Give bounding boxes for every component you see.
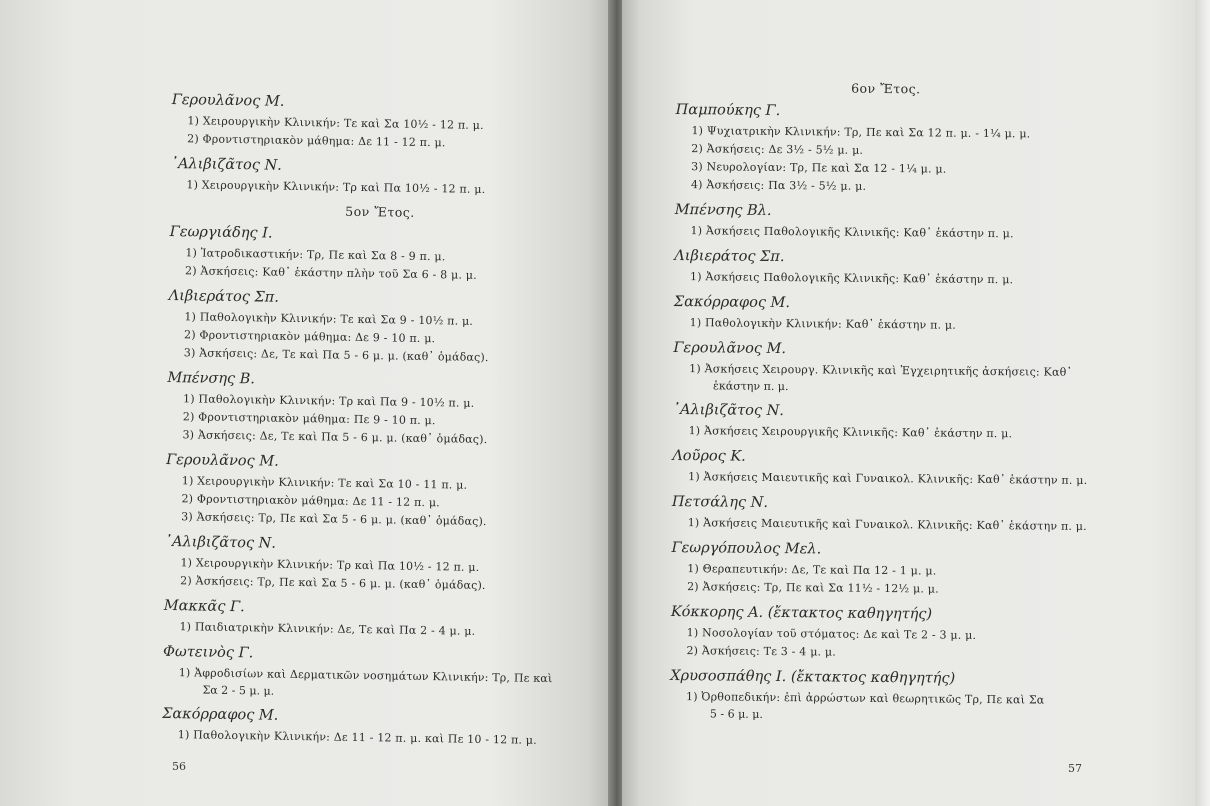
schedule-line: 1) Χειρουργικὴν Κλινικήν: Τρ καὶ Πα 10½ - 12 π. μ. bbox=[186, 178, 486, 196]
professor-name: Γεωργόπουλος Μελ. bbox=[671, 539, 822, 558]
professor-entry bbox=[170, 154, 591, 201]
professor-name: Λιβιεράτος Σπ. bbox=[674, 247, 785, 266]
schedule-line: 1) Χειρουργικὴν Κλινικήν: Τρ καὶ Πα 10½ - 12 π. μ. bbox=[180, 556, 480, 574]
schedule-line: 1) Νοσολογίαν τοῦ στόματος: Δε καὶ Τε 2 - 3 μ. μ. bbox=[686, 626, 977, 642]
professor-entry bbox=[673, 338, 1094, 398]
schedule-line: 1) Ἀφροδισίων καὶ Δερματικῶν νοσημάτων Κλινικήν: Τρ, Πε καὶ bbox=[178, 666, 553, 686]
schedule-line: 3) Ἀσκήσεις: Τρ, Πε καὶ Σα 5 - 6 μ. μ. (καθ᾽ ὁμάδας). bbox=[181, 510, 487, 528]
schedule-line: 1) Παθολογικὴν Κλινικήν: Τε καὶ Σα 9 - 10½ π. μ. bbox=[184, 310, 474, 328]
schedule-line: 1) Ἀσκήσεις Παθολογικῆς Κλινικῆς: Καθ᾽ ἑκάστην π. μ. bbox=[690, 224, 1014, 241]
schedule-line: 2) Ἀσκήσεις: Τρ, Πε καὶ Σα 5 - 6 μ. μ. (καθ᾽ ὁμάδας). bbox=[180, 574, 486, 592]
schedule-line: 1) Ἀσκήσεις Παθολογικῆς Κλινικῆς: Καθ᾽ ἑκάστην π. μ. bbox=[690, 270, 1014, 287]
professor-name: Κόκκορης Α. (ἔκτακτος καθηγητής) bbox=[670, 603, 933, 623]
professor-name: Σακόρραφος Μ. bbox=[673, 293, 791, 312]
professor-name: Μακκᾶς Γ. bbox=[163, 597, 245, 616]
schedule-line: 1) Παθολογικὴν Κλινικήν: Καθ᾽ ἑκάστην π. μ. bbox=[689, 316, 957, 332]
professor-name: Γερουλᾶνος Μ. bbox=[673, 339, 787, 358]
page-number-left: 56 bbox=[172, 760, 186, 773]
schedule-line-continuation: Σα 2 - 5 μ. μ. bbox=[202, 683, 275, 698]
professor-entry bbox=[168, 286, 589, 369]
schedule-line: 3) Ἀσκήσεις: Δε, Τε καὶ Πα 5 - 6 μ. μ. (καθ᾽ ὁμάδας). bbox=[183, 346, 489, 365]
professor-name: ᾿Αλιβιζᾶτος Ν. bbox=[164, 533, 277, 552]
professor-name: ᾿Αλιβιζᾶτος Ν. bbox=[170, 155, 282, 174]
professor-name: Πετσάλης Ν. bbox=[671, 493, 769, 511]
schedule-line-continuation: 5 - 6 μ. μ. bbox=[709, 707, 763, 721]
schedule-line: 2) Ἀσκήσεις: Δε 3½ - 5½ μ. μ. bbox=[691, 142, 864, 157]
year-heading-6: 6ον Ἔτος. bbox=[851, 80, 921, 97]
schedule-line-continuation: ἑκάστην π. μ. bbox=[712, 379, 789, 394]
right-block-year6 bbox=[670, 100, 1096, 726]
schedule-line: 2) Ἀσκήσεις: Τε 3 - 4 μ. μ. bbox=[686, 644, 837, 659]
professor-entry bbox=[165, 450, 586, 533]
left-page-content bbox=[162, 86, 592, 757]
professor-entry bbox=[672, 492, 1092, 536]
professor-entry bbox=[672, 446, 1092, 490]
schedule-line: 2) Φροντιστηριακὸν μάθημα: Δε 11 - 12 π. μ. bbox=[187, 132, 446, 150]
schedule-line: 1) Χειρουργικὴν Κλινικήν: Τε καὶ Σα 10½ - 12 π. μ. bbox=[187, 114, 484, 132]
professor-entry bbox=[162, 704, 583, 751]
professor-name: Μπένσης Β. bbox=[167, 369, 256, 388]
professor-entry bbox=[674, 246, 1094, 290]
next-page-edge bbox=[1195, 0, 1210, 806]
professor-entry bbox=[163, 596, 584, 643]
professor-entry bbox=[674, 200, 1094, 244]
professor-name: Λοῦρος Κ. bbox=[672, 447, 746, 465]
professor-entry bbox=[670, 602, 1091, 664]
professor-entry bbox=[671, 538, 1092, 600]
schedule-line: 2) Φροντιστηριακὸν μάθημα: Δε 9 - 10 π. μ. bbox=[183, 328, 436, 346]
professor-entry bbox=[670, 666, 1091, 726]
professor-name: Σακόρραφος Μ. bbox=[162, 705, 279, 724]
professor-name: Γερουλᾶνος Μ. bbox=[165, 451, 279, 470]
professor-name: Γεωργιάδης Ι. bbox=[169, 223, 273, 242]
professor-name: Λιβιεράτος Σπ. bbox=[168, 287, 280, 306]
professor-name: Μπένσης Βλ. bbox=[674, 201, 772, 219]
right-page bbox=[622, 0, 1210, 806]
left-block-year5 bbox=[162, 222, 590, 751]
professor-entry bbox=[162, 642, 583, 705]
professor-entry bbox=[171, 90, 592, 155]
schedule-line: 1) Παθολογικὴν Κλινικήν: Τρ καὶ Πα 9 - 10½ π. μ. bbox=[182, 392, 475, 410]
schedule-line: 1) Παιδιατρικὴν Κλινικήν: Δε, Τε καὶ Πα 2 - 4 μ. μ. bbox=[179, 620, 476, 638]
schedule-line: 1) Ψυχιατρικὴν Κλινικήν: Τρ, Πε καὶ Σα 12 π. μ. - 1¼ μ. μ. bbox=[691, 124, 1031, 141]
professor-name: Γερουλᾶνος Μ. bbox=[171, 91, 285, 110]
schedule-line: 1) Ἀσκήσεις Μαιευτικῆς καὶ Γυναικολ. Κλινικῆς: Καθ᾽ ἑκάστην π. μ. bbox=[688, 470, 1088, 487]
professor-entry bbox=[674, 292, 1094, 336]
year-heading-5: 5ον Ἔτος. bbox=[345, 203, 415, 220]
schedule-line: 1) Ἰατροδικαστικήν: Τρ, Πε καὶ Σα 8 - 9 π. μ. bbox=[185, 246, 446, 264]
left-block-top bbox=[170, 90, 592, 201]
schedule-line: 2) Φροντιστηριακὸν μάθημα: Πε 9 - 10 π. μ. bbox=[182, 410, 436, 428]
professor-name: Παμπούκης Γ. bbox=[675, 101, 781, 120]
professor-entry bbox=[675, 100, 1096, 198]
schedule-line: 2) Φροντιστηριακὸν μάθημα: Δε 11 - 12 π. μ. bbox=[181, 492, 441, 510]
professor-entry bbox=[169, 222, 590, 287]
professor-entry bbox=[166, 368, 587, 451]
right-page-content bbox=[670, 78, 1096, 732]
professor-name: Φωτεινὸς Γ. bbox=[162, 643, 254, 662]
professor-name: ᾿Αλιβιζᾶτος Ν. bbox=[672, 401, 784, 420]
schedule-line: 3) Νευρολογίαν: Τρ, Πε καὶ Σα 12 - 1¼ μ. μ. bbox=[691, 160, 947, 176]
schedule-line: 1) Χειρουργικὴν Κλινικήν: Τε καὶ Σα 10 - 11 π. μ. bbox=[181, 474, 468, 492]
schedule-line: 1) Παθολογικὴν Κλινικήν: Δε 11 - 12 π. μ. καὶ Πε 10 - 12 π. μ. bbox=[177, 728, 537, 747]
schedule-line: 1) Θεραπευτικήν: Δε, Τε καὶ Πα 12 - 1 μ. μ. bbox=[687, 562, 937, 578]
schedule-line: 3) Ἀσκήσεις: Δε, Τε καὶ Πα 5 - 6 μ. μ. (καθ᾽ ὁμάδας). bbox=[182, 428, 488, 446]
schedule-line: 2) Ἀσκήσεις: Τρ, Πε καὶ Σα 11½ - 12½ μ. μ. bbox=[687, 580, 939, 596]
schedule-line: 1) Ἀσκήσεις Χειρουργικῆς Κλινικῆς: Καθ᾽ ἑκάστην π. μ. bbox=[688, 424, 1013, 441]
professor-entry bbox=[673, 400, 1093, 444]
schedule-line: 2) Ἀσκήσεις: Καθ᾽ ἑκάστην πλὴν τοῦ Σα 6 - 8 μ. μ. bbox=[184, 264, 477, 282]
page-number-right: 57 bbox=[1068, 762, 1082, 775]
schedule-line: 1) Ἀσκήσεις Μαιευτικῆς καὶ Γυναικολ. Κλινικῆς: Καθ᾽ ἑκάστην π. μ. bbox=[687, 516, 1087, 533]
schedule-line: 4) Ἀσκήσεις: Πα 3½ - 5½ μ. μ. bbox=[690, 178, 867, 193]
professor-name: Χρυσοσπάθης Ι. (ἔκτακτος καθηγητής) bbox=[670, 667, 956, 687]
schedule-line: 1) Ἀσκήσεις Χειρουργ. Κλινικῆς καὶ Ἐγχειρητικῆς ἀσκήσεις: Καθ᾽ bbox=[689, 362, 1073, 379]
professor-entry bbox=[164, 532, 585, 597]
schedule-line: 1) Ὀρθοπεδικήν: ἐπὶ ἀρρώστων καὶ θεωρητικῶς Τρ, Πε καὶ Σα bbox=[685, 690, 1045, 707]
